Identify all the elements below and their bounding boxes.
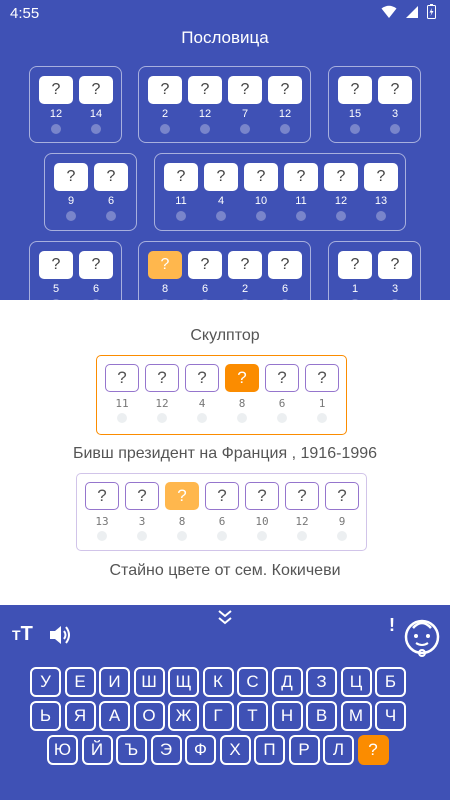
letter-tile[interactable]: ?	[244, 163, 278, 191]
letter-tile[interactable]: ?	[228, 251, 262, 279]
status-bar	[0, 0, 450, 26]
tile-dot	[200, 124, 210, 134]
letter-key[interactable]: Э	[151, 735, 182, 765]
proverb-board	[0, 0, 450, 300]
letter-tile[interactable]: ?	[364, 163, 398, 191]
tile-number: 6	[107, 195, 115, 207]
letter-tile[interactable]: ?	[228, 76, 262, 104]
letter-key[interactable]: Ц	[341, 667, 372, 697]
clue-word[interactable]	[96, 355, 347, 435]
tile-number: 3	[391, 283, 399, 295]
letter-tile[interactable]: ?	[378, 76, 412, 104]
answer-dot	[277, 413, 287, 423]
answer-number: 6	[278, 397, 286, 410]
letter-tile[interactable]: ?	[378, 251, 412, 279]
tile-number: 13	[374, 195, 388, 207]
answer-dot	[217, 531, 227, 541]
letter-key[interactable]: М	[341, 701, 372, 731]
letter-tile[interactable]: ?	[164, 163, 198, 191]
tile-dot	[256, 211, 266, 221]
letter-tile[interactable]: ?	[94, 163, 128, 191]
letter-tile[interactable]: ?	[338, 76, 372, 104]
tile-number: 5	[52, 283, 60, 295]
tile-number: 6	[281, 283, 289, 295]
answer-dot	[337, 531, 347, 541]
battery-icon	[427, 4, 436, 19]
tile-number: 12	[49, 108, 63, 120]
tile-number: 6	[201, 283, 209, 295]
cell-signal-icon	[405, 5, 419, 19]
board-word	[29, 241, 122, 300]
tile-dot	[336, 211, 346, 221]
clue-panel	[0, 300, 450, 605]
answer-tile[interactable]: ?	[305, 364, 339, 392]
answer-dot	[197, 413, 207, 423]
tile-number: 11	[295, 195, 307, 207]
answer-tile[interactable]: ?	[125, 482, 159, 510]
letter-tile[interactable]: ?	[39, 76, 73, 104]
tile-number: 14	[89, 108, 103, 120]
tile-number: 12	[278, 108, 292, 120]
letter-tile[interactable]: ?	[54, 163, 88, 191]
board-word	[138, 241, 311, 300]
baby-face-icon[interactable]	[401, 616, 443, 658]
answer-tile[interactable]: ?	[145, 364, 179, 392]
letter-key[interactable]: Л	[323, 735, 354, 765]
answer-tile[interactable]: ?	[225, 364, 259, 392]
letter-key[interactable]: А	[99, 701, 130, 731]
clue-text: Бивш президент на Франция , 1916-1996	[72, 445, 378, 462]
board-word	[29, 66, 122, 143]
answer-dot	[317, 413, 327, 423]
answer-number: 8	[178, 515, 186, 528]
tile-dot	[240, 124, 250, 134]
tile-number: 1	[351, 283, 359, 295]
hint-key[interactable]: ?	[358, 735, 389, 765]
letter-key[interactable]: Ь	[30, 701, 61, 731]
tile-dot	[106, 211, 116, 221]
letter-key[interactable]: Ч	[375, 701, 406, 731]
tile-number: 6	[92, 283, 100, 295]
answer-tile[interactable]: ?	[185, 364, 219, 392]
letter-key[interactable]: Т	[237, 701, 268, 731]
answer-tile[interactable]: ?	[285, 482, 319, 510]
letter-key[interactable]: Х	[220, 735, 251, 765]
letter-key[interactable]: Ш	[134, 667, 165, 697]
letter-tile[interactable]: ?	[188, 251, 222, 279]
letter-key[interactable]: У	[30, 667, 61, 697]
tile-dot	[376, 211, 386, 221]
answer-tile[interactable]: ?	[165, 482, 199, 510]
board-word	[154, 153, 406, 231]
tile-number: 2	[161, 108, 169, 120]
clue-text: Скулптор	[190, 327, 260, 344]
letter-key[interactable]: Н	[272, 701, 303, 731]
answer-dot	[157, 413, 167, 423]
tile-dot	[91, 124, 101, 134]
letter-key[interactable]: Р	[289, 735, 320, 765]
letter-key[interactable]: Й	[82, 735, 113, 765]
tile-number: 3	[391, 108, 399, 120]
board-title: Пословица	[181, 28, 269, 47]
answer-tile[interactable]: ?	[325, 482, 359, 510]
letter-tile[interactable]: ?	[268, 76, 302, 104]
letter-tile[interactable]: ?	[148, 76, 182, 104]
letter-key[interactable]: Д	[272, 667, 303, 697]
answer-dot	[257, 531, 267, 541]
letter-key[interactable]: Ж	[168, 701, 199, 731]
answer-dot	[117, 413, 127, 423]
letter-key[interactable]: Ъ	[116, 735, 147, 765]
tile-dot	[160, 124, 170, 134]
letter-key[interactable]: Е	[65, 667, 96, 697]
collapse-chevrons-icon[interactable]	[216, 608, 234, 626]
answer-tile[interactable]: ?	[205, 482, 239, 510]
tile-dot	[216, 211, 226, 221]
answer-number: 13	[95, 515, 109, 528]
answer-number: 4	[198, 397, 206, 410]
tile-dot	[176, 211, 186, 221]
keyboard-area	[0, 605, 450, 800]
answer-tile[interactable]: ?	[245, 482, 279, 510]
letter-key[interactable]: В	[306, 701, 337, 731]
tile-dot	[280, 124, 290, 134]
clue-text: Стайно цвете от сем. Кокичеви	[109, 562, 341, 579]
board-word	[138, 66, 311, 143]
tile-number: 9	[67, 195, 75, 207]
tile-number: 8	[161, 283, 169, 295]
letter-key[interactable]: О	[134, 701, 165, 731]
tile-number: 4	[217, 195, 225, 207]
board-word	[328, 241, 421, 300]
letter-key[interactable]: Ф	[185, 735, 216, 765]
tile-dot	[296, 211, 306, 221]
answer-number: 11	[115, 397, 129, 410]
tile-dot	[350, 124, 360, 134]
answer-dot	[137, 531, 147, 541]
letter-tile[interactable]: ?	[79, 76, 113, 104]
letter-tile[interactable]: ?	[284, 163, 318, 191]
letter-key[interactable]: И	[99, 667, 130, 697]
letter-tile[interactable]: ?	[148, 251, 182, 279]
answer-number: 8	[238, 397, 246, 410]
answer-dot	[97, 531, 107, 541]
answer-number: 3	[138, 515, 146, 528]
letter-key[interactable]: С	[237, 667, 268, 697]
tile-number: 12	[334, 195, 348, 207]
answer-dot	[297, 531, 307, 541]
tile-dot	[51, 124, 61, 134]
hint-mark[interactable]: !	[389, 615, 395, 635]
tile-number: 10	[254, 195, 268, 207]
board-word	[328, 66, 421, 143]
tile-number: 7	[241, 108, 249, 120]
letter-key[interactable]: Я	[65, 701, 96, 731]
tile-number: 11	[175, 195, 187, 207]
tile-dot	[390, 124, 400, 134]
letter-key[interactable]: Б	[375, 667, 406, 697]
letter-key[interactable]: Г	[203, 701, 234, 731]
answer-number: 12	[155, 397, 169, 410]
answer-dot	[237, 413, 247, 423]
speaker-icon[interactable]	[48, 624, 72, 646]
letter-tile[interactable]: ?	[338, 251, 372, 279]
answer-number: 1	[318, 397, 326, 410]
tile-number: 2	[241, 283, 249, 295]
answer-number: 12	[295, 515, 309, 528]
letter-key[interactable]: З	[306, 667, 337, 697]
letter-tile[interactable]: ?	[204, 163, 238, 191]
clue-word[interactable]	[76, 473, 367, 551]
tile-dot	[66, 211, 76, 221]
letter-key[interactable]: Щ	[168, 667, 199, 697]
letter-key[interactable]: Ю	[47, 735, 78, 765]
answer-tile[interactable]: ?	[105, 364, 139, 392]
letter-tile[interactable]: ?	[39, 251, 73, 279]
status-icons	[381, 4, 436, 19]
answer-number: 6	[218, 515, 226, 528]
tile-number: 15	[348, 108, 362, 120]
answer-tile[interactable]: ?	[265, 364, 299, 392]
tile-number: 12	[198, 108, 212, 120]
wifi-icon	[381, 5, 397, 19]
letter-tile[interactable]: ?	[324, 163, 358, 191]
status-time: 4:55	[10, 5, 40, 22]
answer-number: 9	[338, 515, 346, 528]
letter-tile[interactable]: ?	[268, 251, 302, 279]
board-word	[44, 153, 137, 231]
answer-dot	[177, 531, 187, 541]
answer-number: 10	[255, 515, 269, 528]
letter-key[interactable]: П	[254, 735, 285, 765]
letter-tile[interactable]: ?	[79, 251, 113, 279]
letter-key[interactable]: К	[203, 667, 234, 697]
text-size-icon[interactable]: TT	[12, 623, 33, 645]
letter-tile[interactable]: ?	[188, 76, 222, 104]
answer-tile[interactable]: ?	[85, 482, 119, 510]
